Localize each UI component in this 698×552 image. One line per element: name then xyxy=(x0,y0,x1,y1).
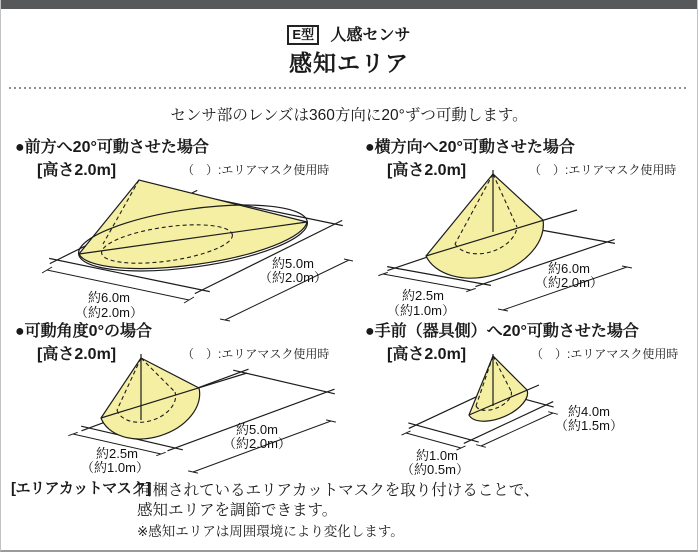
dim-side-main-label: 約5.0m xyxy=(272,256,314,271)
dim-bottom-main-label: 約2.5m xyxy=(402,288,444,303)
footer-caution-note: ※感知エリアは周囲環境により変化します。 xyxy=(137,524,404,539)
footer-description-line2: 感知エリアを調節できます。 xyxy=(137,502,338,519)
diagram4-title: ●手前（器具側）へ20°可動させた場合 xyxy=(365,323,639,340)
dimension-side xyxy=(498,261,632,311)
diagram3-mask-note: （ ）:エリアマスク使用時 xyxy=(182,347,330,361)
detection-cone xyxy=(101,358,200,439)
dimension-bottom xyxy=(401,431,469,477)
dimension-side xyxy=(220,256,353,321)
dim-side-mask-label: （約2.0m） xyxy=(535,275,603,290)
dimension-bottom xyxy=(378,272,475,318)
dim-side-mask-label: （約2.0m） xyxy=(259,270,327,285)
diagram2-mask-note: （ ）:エリアマスク使用時 xyxy=(529,163,677,177)
dim-bottom-mask-label: （約1.0m） xyxy=(387,303,455,318)
diagram1-mask-note: （ ）:エリアマスク使用時 xyxy=(182,163,330,177)
footer-description-line1: 同梱されているエリアカットマスクを取り付けることで、 xyxy=(137,482,540,499)
sensor-category-label: 人感センサ xyxy=(330,27,411,44)
detection-area-diagram-forward xyxy=(17,174,353,324)
dimension-side xyxy=(188,420,336,473)
dim-bottom-mask-label: （約1.0m） xyxy=(81,460,149,475)
diagram2-title: ●横方向へ20°可動させた場合 xyxy=(365,139,575,156)
dimension-bottom xyxy=(68,432,165,475)
dim-bottom-mask-label: （約2.0m） xyxy=(75,305,143,320)
area-cut-mask-label: [エリアカットマスク] xyxy=(11,480,151,497)
header-line xyxy=(1,22,697,45)
dim-side-main-label: 約4.0m xyxy=(568,404,610,419)
dim-bottom-main-label: 約2.5m xyxy=(96,446,138,461)
dim-side-mask-label: （約1.5m） xyxy=(555,418,623,433)
diagram1-title: ●前方へ20°可動させた場合 xyxy=(15,139,209,156)
subtitle-text: センサ部のレンズは360方向に20°ずつ可動します。 xyxy=(170,107,528,124)
diagram4-height-label: [高さ2.0m] xyxy=(387,346,467,363)
diagram2-height-label: [高さ2.0m] xyxy=(387,162,467,179)
dotted-divider xyxy=(9,87,689,89)
dim-side-main-label: 約5.0m xyxy=(236,422,278,437)
diagram1-height-label: [高さ2.0m] xyxy=(37,162,117,179)
diagram3-height-label: [高さ2.0m] xyxy=(37,346,117,363)
type-badge: E型 xyxy=(287,25,319,45)
detection-area-diagram-zero xyxy=(17,354,349,494)
dim-bottom-main-label: 約6.0m xyxy=(88,290,130,305)
detection-area-diagram-near xyxy=(367,354,697,494)
dim-side-main-label: 約6.0m xyxy=(548,261,590,276)
dimension-bottom xyxy=(42,267,194,320)
top-bar xyxy=(1,0,697,9)
dim-bottom-mask-label: （約0.5m） xyxy=(401,462,469,477)
detection-area-diagram-sideways xyxy=(367,170,697,330)
page-title: 感知エリア xyxy=(289,50,409,76)
dim-bottom-main-label: 約1.0m xyxy=(416,448,458,463)
diagram4-mask-note: （ ）:エリアマスク使用時 xyxy=(531,347,679,361)
diagram3-title: ●可動角度0°の場合 xyxy=(15,323,152,340)
dim-side-mask-label: （約2.0m） xyxy=(223,436,291,451)
